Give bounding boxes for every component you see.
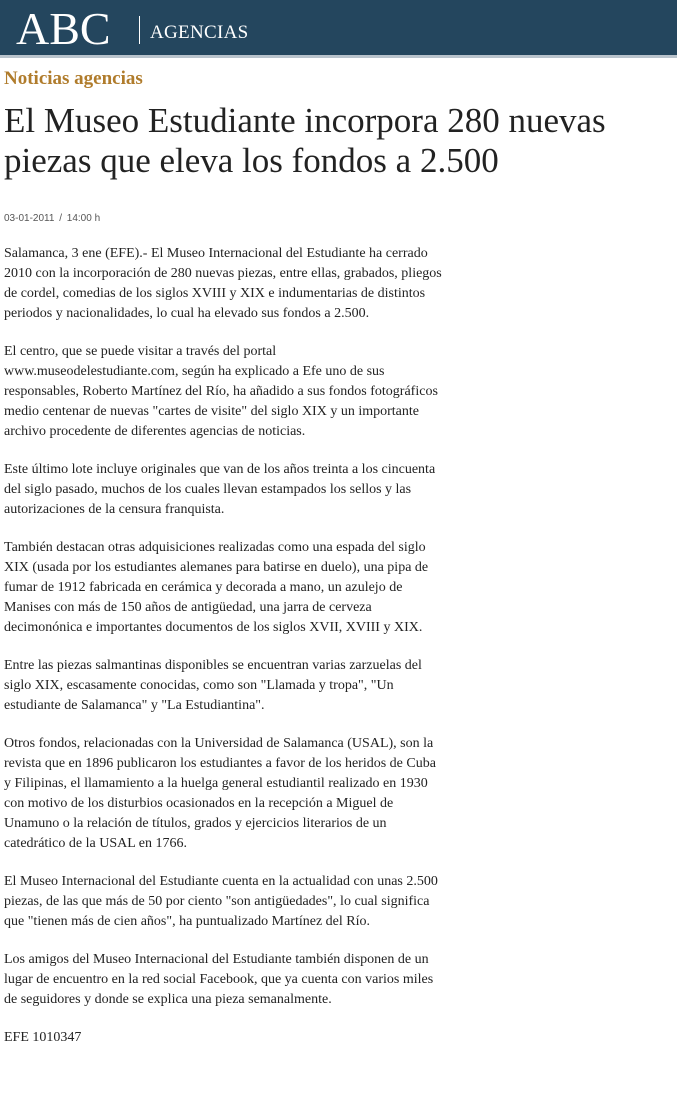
article-paragraph: El Museo Internacional del Estudiante cuenta en la actualidad con unas 2.500 piezas, de las que más de 50 por ciento "son antigüedades", lo cual significa que "tienen más de cien años", ha puntualizado Martínez del Río. — [4, 874, 438, 929]
article-paragraph: Los amigos del Museo Internacional del Estudiante también disponen de un lugar de encuentro en la red social Facebook, que ya cuenta con varios miles de seguidores y donde se explica una pieza semanalmente. — [4, 952, 434, 1007]
article-paragraph: El centro, que se puede visitar a través del portal www.museodelestudiante.com, según ha explicado a Efe uno de sus responsables, Roberto Martínez del Río, ha añadido a sus fondos fotográficos medio centenar de nuevas "cartes de visite" del siglo XIX y un importante archivo procedente de diferentes agencias de noticias. — [4, 344, 438, 439]
article-dateline — [4, 213, 100, 225]
article-time: 14:00 h — [66, 213, 101, 224]
section-kicker[interactable]: Noticias agencias — [4, 68, 143, 89]
header-divider — [139, 16, 140, 44]
article-body — [4, 244, 444, 1066]
site-header — [0, 0, 677, 58]
article-paragraph: Otros fondos, relacionadas con la Universidad de Salamanca (USAL), son la revista que en 1896 publicaron los estudiantes a favor de los heridos de Cuba y Filipinas, el llamamiento a la huelga general estudiantil realizado en 1930 con motivo de los disturbios ocasionados en la recepción a Miguel de Unamuno o la relación de títulos, grados y ejercicios literarios de un catedrático de la USAL en 1766. — [4, 736, 436, 851]
article-paragraph: Salamanca, 3 ene (EFE).- El Museo Internacional del Estudiante ha cerrado 2010 con la incorporación de 280 nuevas piezas, entre ellas, grabados, pliegos de cordel, comedias de los siglos XVIII y XIX e indumentarias de distintos periodos y nacionalidades, lo cual ha elevado sus fondos a 2.500. — [4, 246, 442, 321]
article-paragraph: También destacan otras adquisiciones realizadas como una espada del siglo XIX (usada por los estudiantes alemanes para batirse en duelo), una pipa de fumar de 1912 fabricada en cerámica y decorada a mano, un azulejo de Manises con más de 150 años de antigüedad, una jarra de cerveza decimonónica e importantes documentos de los siglos XVII, XVIII y XIX. — [4, 540, 429, 635]
dateline-separator: / — [59, 213, 62, 224]
article-date: 03-01-2011 — [4, 213, 55, 224]
article-agency-ref: EFE 1010347 — [4, 1030, 82, 1045]
article-paragraph: Este último lote incluye originales que van de los años treinta a los cincuenta del siglo pasado, muchos de los cuales llevan estampados los sellos y las autorizaciones de la censura franquista. — [4, 462, 436, 517]
section-link-agencias[interactable]: AGENCIAS — [150, 22, 249, 43]
abc-logo[interactable]: ABC — [16, 3, 111, 54]
article-paragraph: Entre las piezas salmantinas disponibles se encuentran varias zarzuelas del siglo XIX, escasamente conocidas, como son "Llamada y tropa", "Un estudiante de Salamanca" y "La Estudiantina". — [4, 658, 422, 713]
article-headline: El Museo Estudiante incorpora 280 nuevas piezas que eleva los fondos a 2.500 — [4, 101, 606, 180]
